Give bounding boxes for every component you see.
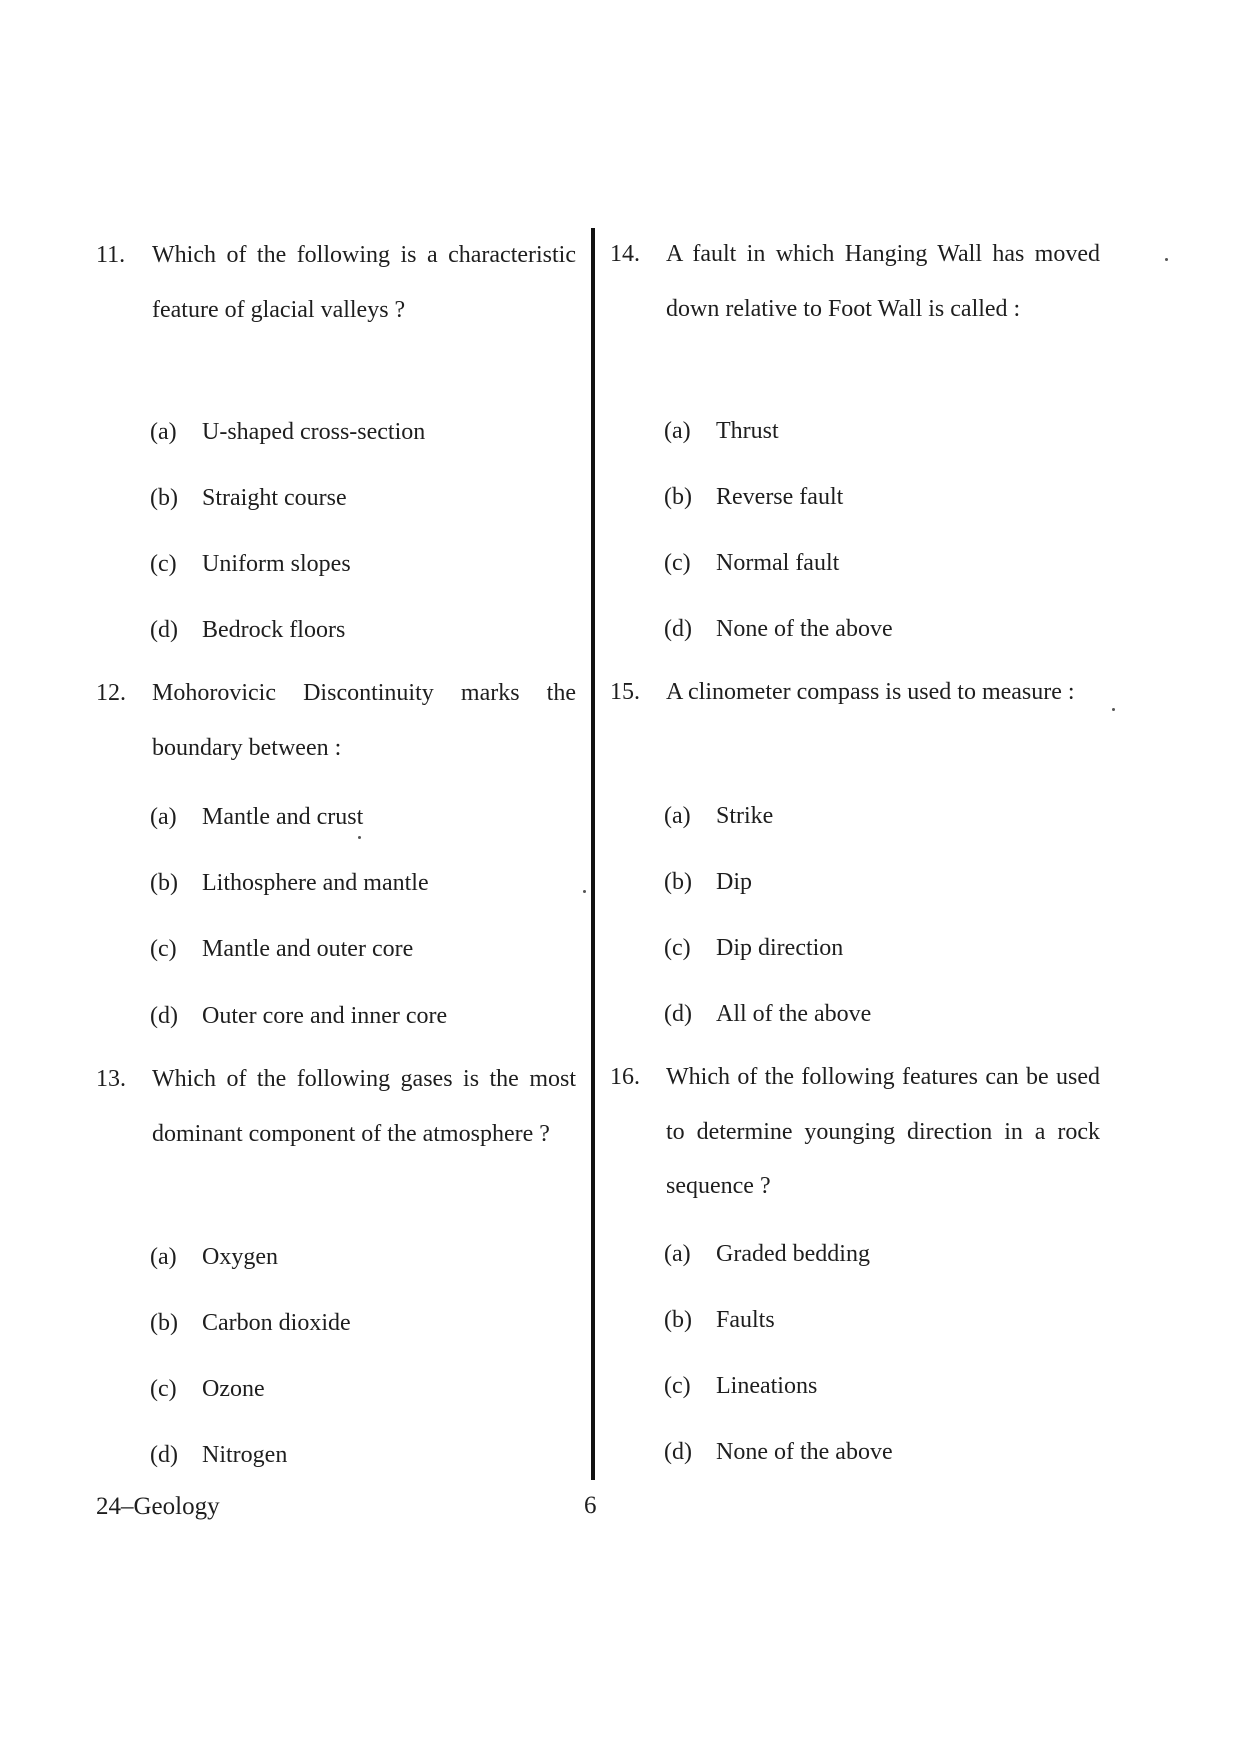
option-c — [664, 1366, 817, 1406]
option-text: None of the above — [716, 616, 893, 642]
option-label: (d) — [150, 1003, 178, 1029]
question-number: 16. — [610, 1064, 640, 1090]
option-a — [664, 796, 773, 836]
option-d — [150, 610, 345, 650]
option-a — [150, 797, 363, 837]
option-label: (b) — [150, 485, 178, 511]
question-12 — [96, 666, 576, 1029]
option-a — [664, 411, 779, 451]
option-label: (a) — [664, 418, 691, 444]
option-text: Oxygen — [202, 1244, 278, 1270]
option-d — [664, 1432, 893, 1472]
option-text: Reverse fault — [716, 484, 844, 510]
option-text: Outer core and inner core — [202, 1003, 448, 1029]
question-13 — [96, 1052, 576, 1472]
option-b — [664, 862, 752, 902]
option-text: Lineations — [716, 1373, 818, 1399]
question-16 — [610, 1050, 1100, 1470]
option-label: (a) — [150, 804, 177, 830]
option-label: (d) — [664, 1001, 692, 1027]
option-label: (c) — [150, 1376, 177, 1402]
option-text: Nitrogen — [202, 1442, 288, 1468]
option-d — [664, 994, 871, 1034]
option-text: Dip direction — [716, 935, 844, 961]
option-label: (b) — [150, 870, 178, 896]
question-number: 12. — [96, 680, 126, 706]
option-label: (a) — [664, 1241, 691, 1267]
scan-speck — [358, 836, 361, 839]
option-text: Thrust — [716, 418, 779, 444]
option-text: Ozone — [202, 1376, 265, 1402]
option-label: (c) — [150, 551, 177, 577]
option-text: Mantle and outer core — [202, 936, 414, 962]
option-text: Bedrock floors — [202, 617, 346, 643]
option-text: Dip — [716, 869, 752, 895]
question-number: 14. — [610, 241, 640, 267]
option-a — [150, 412, 425, 452]
option-text: Normal fault — [716, 550, 840, 576]
page-number: 6 — [584, 1492, 597, 1519]
option-b — [150, 863, 429, 903]
option-label: (a) — [664, 803, 691, 829]
option-label: (a) — [150, 1244, 177, 1270]
option-text: Faults — [716, 1307, 775, 1333]
scan-speck — [1165, 258, 1168, 261]
column-divider — [591, 228, 595, 1480]
option-a — [664, 1234, 870, 1274]
option-c — [150, 544, 351, 584]
option-text: U-shaped cross-section — [202, 419, 426, 445]
question-11 — [96, 228, 576, 643]
option-label: (b) — [150, 1310, 178, 1336]
option-label: (c) — [150, 936, 177, 962]
option-text: All of the above — [716, 1001, 872, 1027]
option-text: Uniform slopes — [202, 551, 351, 577]
option-label: (c) — [664, 550, 691, 576]
option-c — [150, 929, 413, 969]
scan-speck — [583, 890, 586, 893]
option-text: Strike — [716, 803, 774, 829]
option-text: None of the above — [716, 1439, 893, 1465]
question-text: Which of the following features can be used to determine younging direction in a rock sequence ? — [666, 1064, 1100, 1199]
option-label: (b) — [664, 484, 692, 510]
question-number: 13. — [96, 1066, 126, 1092]
option-text: Lithosphere and mantle — [202, 870, 429, 896]
option-label: (b) — [664, 1307, 692, 1333]
option-label: (d) — [150, 617, 178, 643]
scan-speck — [1112, 708, 1115, 711]
question-text: A fault in which Hanging Wall has moved down relative to Foot Wall is called : — [666, 241, 1100, 322]
question-15 — [610, 665, 1100, 1025]
option-text: Carbon dioxide — [202, 1310, 351, 1336]
option-text: Mantle and crust — [202, 804, 364, 830]
option-d — [664, 609, 893, 649]
option-c — [664, 543, 839, 583]
option-b — [150, 478, 347, 518]
option-c — [664, 928, 843, 968]
option-label: (d) — [664, 616, 692, 642]
option-d — [150, 1435, 287, 1475]
option-label: (d) — [664, 1439, 692, 1465]
question-14 — [610, 227, 1100, 642]
option-text: Straight course — [202, 485, 347, 511]
option-label: (a) — [150, 419, 177, 445]
option-b — [150, 1303, 351, 1343]
paper-code: 24–Geology — [96, 1493, 220, 1520]
question-text: Which of the following gases is the most dominant component of the atmosphere ? — [152, 1066, 576, 1147]
option-d — [150, 996, 447, 1036]
option-label: (c) — [664, 1373, 691, 1399]
option-label: (c) — [664, 935, 691, 961]
question-text: Which of the following is a characteristic feature of glacial valleys ? — [152, 242, 576, 323]
question-text: Mohorovicic Discontinuity marks the boundary between : — [152, 680, 576, 761]
option-c — [150, 1369, 265, 1409]
option-label: (d) — [150, 1442, 178, 1468]
option-a — [150, 1237, 278, 1277]
question-text: A clinometer compass is used to measure : — [666, 679, 1075, 705]
question-number: 15. — [610, 679, 640, 705]
option-b — [664, 1300, 775, 1340]
option-label: (b) — [664, 869, 692, 895]
question-number: 11. — [96, 242, 126, 268]
option-b — [664, 477, 843, 517]
option-text: Graded bedding — [716, 1241, 870, 1267]
